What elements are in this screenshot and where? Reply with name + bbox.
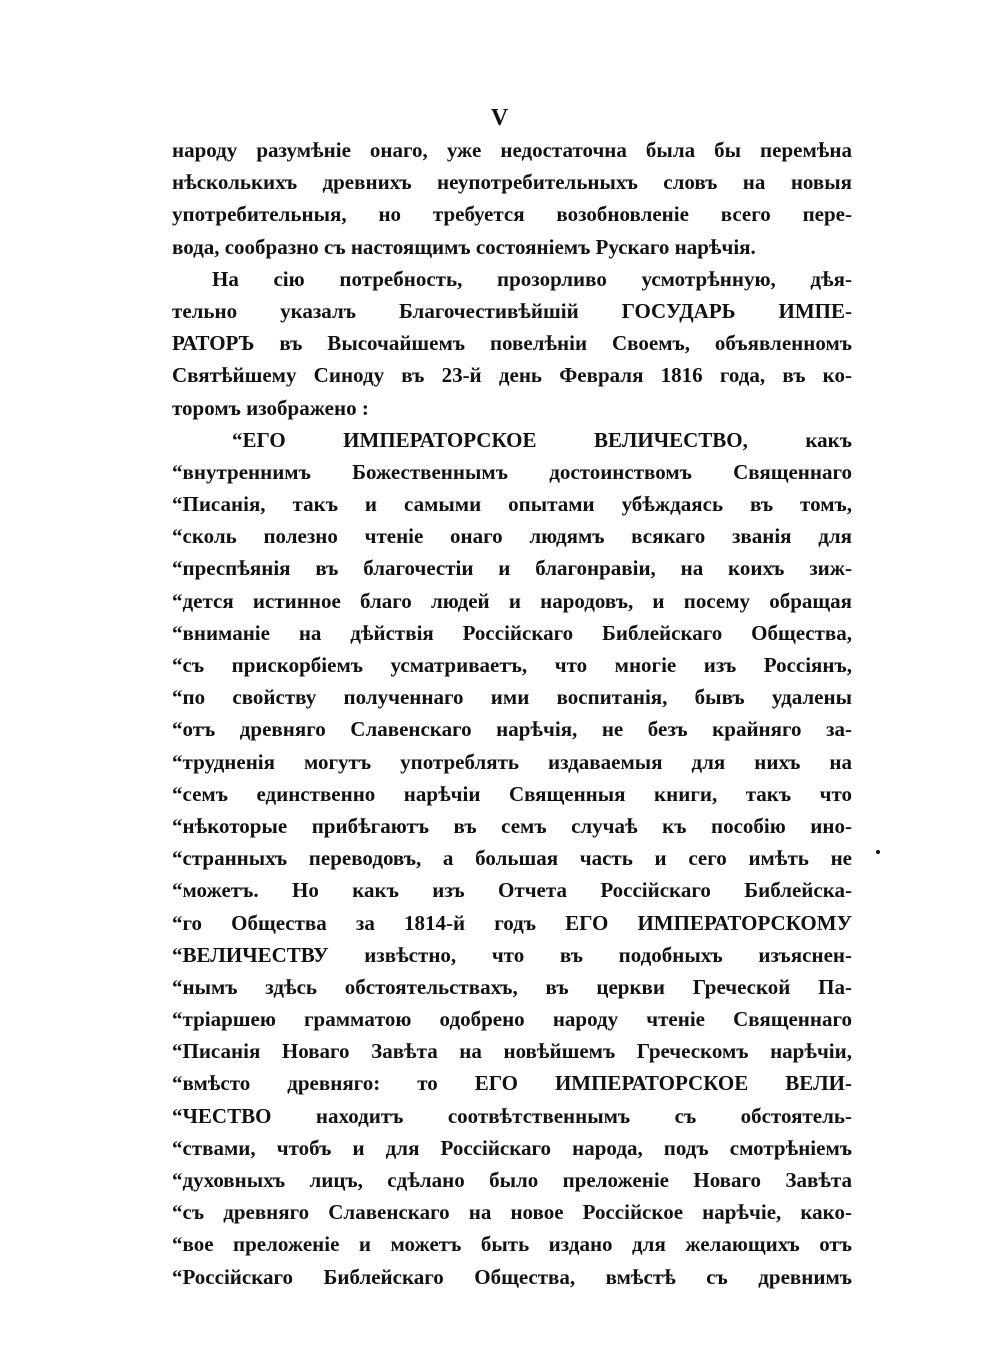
text-line: вода, сообразно съ настоящимъ состояніемъ Рускаго нарѣчія. bbox=[172, 234, 756, 259]
text-line: “го Общества за 1814-й годъ ЕГО ИМПЕРАТОРСКОМУ bbox=[172, 910, 852, 935]
text-line: РАТОРЪ въ Высочайшемъ повелѣніи Своемъ, объявленномъ bbox=[172, 331, 852, 356]
text-line: “Писанія Новаго Завѣта на новѣйшемъ Греческомъ нарѣчіи, bbox=[172, 1039, 852, 1064]
text-line: “ЧЕСТВО находитъ соотвѣтственнымъ съ обстоятель- bbox=[172, 1103, 852, 1128]
ink-speck bbox=[876, 850, 880, 854]
text-line: “нымъ здѣсь обстоятельствахъ, въ церкви Греческой Па- bbox=[172, 974, 852, 999]
text-line: “ствами, чтобъ и для Россійскаго народа, подъ смотрѣніемъ bbox=[172, 1135, 852, 1160]
text-line: “Россійскаго Библейскаго Общества, вмѣстѣ съ древнимъ bbox=[172, 1264, 852, 1289]
text-line: “ЕГО ИМПЕРАТОРСКОЕ ВЕЛИЧЕСТВО, какъ bbox=[232, 427, 852, 452]
text-line: “съ древняго Славенскаго на новое Россійское нарѣчіе, како- bbox=[172, 1200, 852, 1225]
text-line: На сію потребность, прозорливо усмотрѣнную, дѣя- bbox=[212, 266, 852, 291]
text-line: народу разумѣніе онаго, уже недостаточна была бы перемѣна bbox=[172, 138, 852, 162]
page-number: V bbox=[490, 105, 510, 131]
text-line: “съ прискорбіемъ усматриваетъ, что многіе изъ Россіянъ, bbox=[172, 653, 852, 677]
text-line: Святѣйшему Синоду въ 23-й день Февраля 1816 года, въ ко- bbox=[172, 363, 852, 388]
text-line: “странныхъ переводовъ, а большая часть и сего имѣть не bbox=[172, 846, 852, 871]
text-line: нѣсколькихъ древнихъ неупотребительныхъ словъ на новыя bbox=[172, 170, 852, 195]
text-line: “вмѣсто древняго: то ЕГО ИМПЕРАТОРСКОЕ ВЕЛИ- bbox=[172, 1071, 852, 1096]
text-line: “внутреннимъ Божественнымъ достоинствомъ Священнаго bbox=[172, 459, 852, 484]
text-line: “сколь полезно чтеніе онаго людямъ всякаго званія для bbox=[172, 524, 852, 549]
text-line: “вое преложеніе и можетъ быть издано для желающихъ отъ bbox=[172, 1232, 852, 1257]
text-line: “по свойству полученнаго ими воспитанія, бывъ удалены bbox=[172, 685, 852, 710]
text-line: торомъ изображено : bbox=[172, 395, 369, 420]
text-line: “семъ единственно нарѣчіи Священныя книги, такъ что bbox=[172, 781, 852, 806]
text-line: тельно указалъ Благочестивѣйшій ГОСУДАРЬ ИМПЕ- bbox=[172, 298, 852, 323]
text-line: “тріаршею граммaтою одобрено народу чтеніе Священнаго bbox=[172, 1007, 852, 1032]
text-line: “трудненія могутъ употреблять издаваемыя для нихъ на bbox=[172, 749, 852, 774]
text-line: “преспѣянія въ благочестіи и благонравіи, на коихъ зиж- bbox=[172, 556, 852, 581]
text-line: “Писанія, такъ и самыми опытами убѣждаясь въ томъ, bbox=[172, 492, 852, 517]
body-text bbox=[172, 134, 852, 1293]
text-line: “можетъ. Но какъ изъ Отчета Россійскаго Библейска- bbox=[172, 878, 852, 903]
text-line: “отъ древняго Славенскаго нарѣчія, не безъ крайняго за- bbox=[172, 717, 852, 742]
text-line: “ВЕЛИЧЕСТВУ извѣстно, что въ подобныхъ изъяснен- bbox=[172, 942, 852, 967]
text-line: “вниманіе на дѣйствія Россійскаго Библейскаго Общества, bbox=[172, 620, 852, 645]
text-line: употребительныя, но требуется возобновленіе всего перe- bbox=[172, 202, 852, 227]
text-line: “духовныхъ лицъ, сдѣлано было преложеніе Новаго Завѣта bbox=[172, 1168, 852, 1192]
text-line: “нѣкоторые прибѣгаютъ въ семъ случаѣ къ пособію ино- bbox=[172, 813, 852, 838]
text-line: “дется истинное благо людей и народовъ, и посему обращая bbox=[172, 588, 852, 613]
